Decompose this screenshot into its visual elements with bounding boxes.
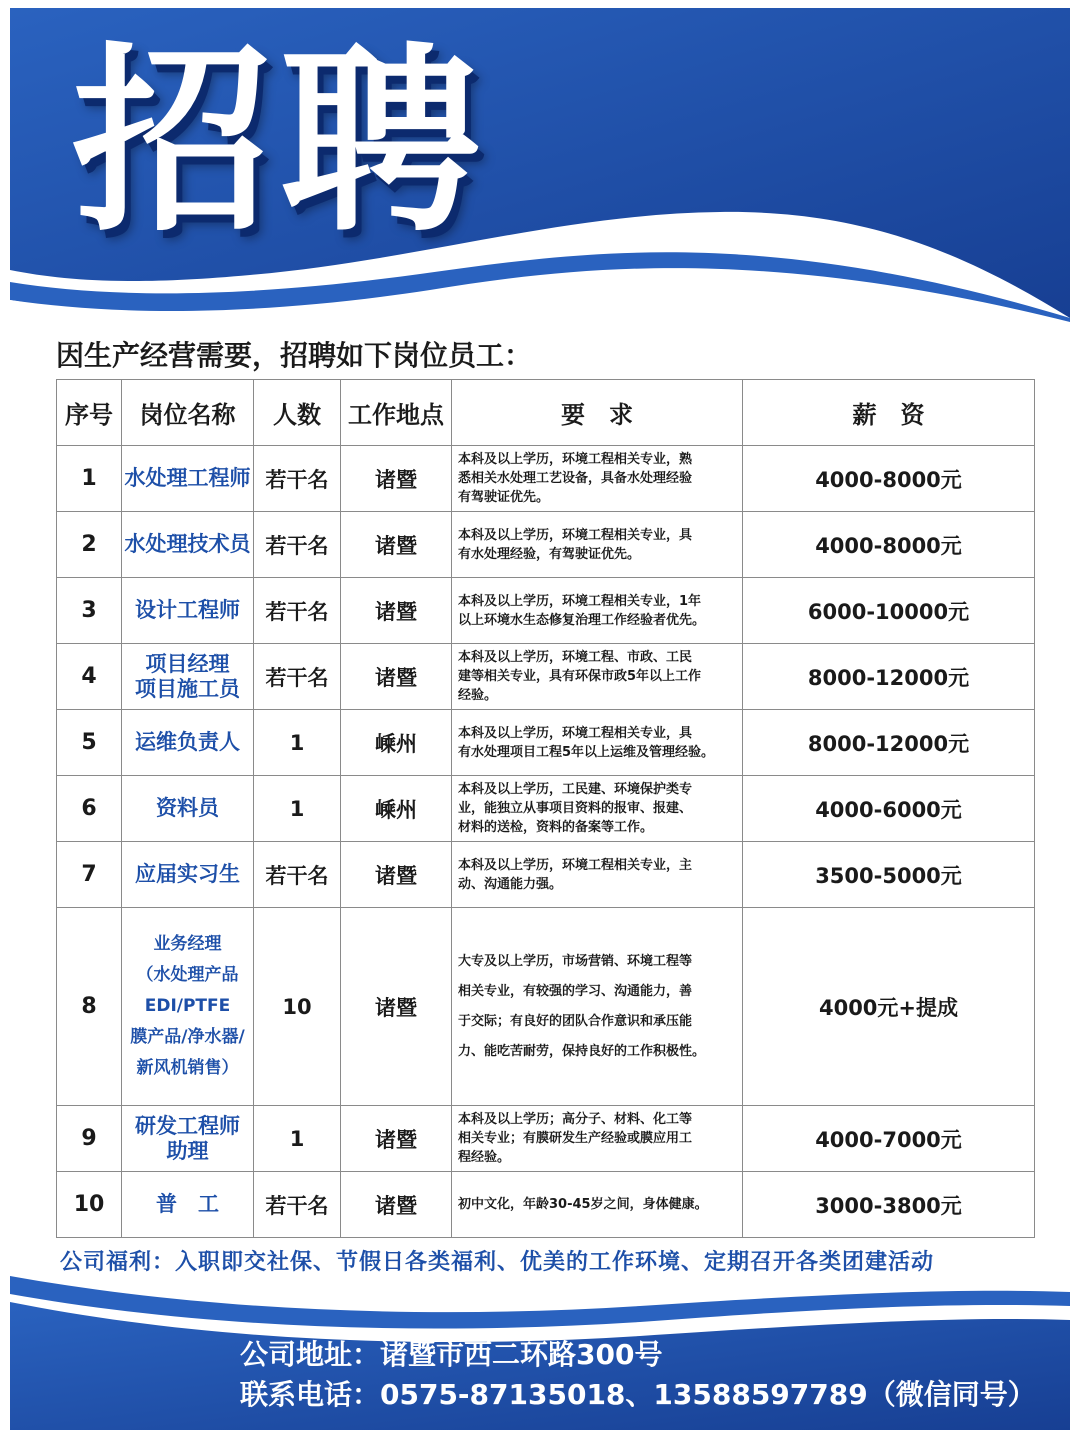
position-line: EDI/PTFE — [144, 996, 231, 1016]
position-line: 项目施工员 — [135, 676, 240, 701]
position-line: 水处理技术员 — [124, 532, 251, 556]
table-row — [57, 1172, 1035, 1238]
row-count: 10 — [254, 908, 341, 1106]
requirement-line: 本科及以上学历，环境工程、市政、工民 — [458, 650, 693, 665]
requirement-line: 本科及以上学历，工民建、环境保护类专 — [458, 782, 693, 797]
row-location: 诸暨 — [341, 512, 452, 578]
row-location: 诸暨 — [341, 908, 452, 1106]
row-requirement — [452, 1106, 743, 1172]
requirement-line: 悉相关水处理工艺设备，具备水处理经验 — [458, 471, 693, 486]
position-line: 资料员 — [156, 796, 219, 820]
row-position — [122, 710, 254, 776]
row-no: 3 — [57, 578, 122, 644]
row-position — [122, 1172, 254, 1238]
table-row — [57, 710, 1035, 776]
company-address: 公司地址：诸暨市西二环路300号 — [240, 1338, 663, 1371]
row-position — [122, 644, 254, 710]
row-count: 若干名 — [254, 842, 341, 908]
row-salary: 4000-8000元 — [743, 446, 1035, 512]
row-no: 1 — [57, 446, 122, 512]
row-no: 6 — [57, 776, 122, 842]
row-count: 若干名 — [254, 446, 341, 512]
header-location: 工作地点 — [341, 380, 452, 446]
row-requirement — [452, 776, 743, 842]
row-no: 9 — [57, 1106, 122, 1172]
requirement-line: 相关专业；有膜研发生产经验或膜应用工 — [458, 1131, 693, 1146]
row-position — [122, 908, 254, 1106]
row-requirement — [452, 578, 743, 644]
row-location: 诸暨 — [341, 578, 452, 644]
row-no: 8 — [57, 908, 122, 1106]
requirement-line: 建等相关专业，具有环保市政5年以上工作 — [458, 669, 702, 684]
row-requirement — [452, 1172, 743, 1238]
row-salary: 4000-7000元 — [743, 1106, 1035, 1172]
row-requirement — [452, 512, 743, 578]
requirement-line: 本科及以上学历；高分子、材料、化工等 — [458, 1112, 693, 1127]
row-requirement — [452, 710, 743, 776]
row-location: 嵊州 — [341, 710, 452, 776]
poster-title: 招聘 — [72, 26, 489, 259]
row-location: 诸暨 — [341, 446, 452, 512]
requirement-line: 本科及以上学历，环境工程相关专业，熟 — [458, 452, 693, 467]
position-line: 研发工程师 — [135, 1113, 240, 1138]
row-salary: 3500-5000元 — [743, 842, 1035, 908]
position-line: 膜产品/净水器/ — [130, 1027, 245, 1047]
position-line: 助理 — [166, 1138, 209, 1163]
row-position — [122, 776, 254, 842]
requirement-line: 业，能独立从事项目资料的报审、报建、 — [458, 801, 693, 816]
table-row — [57, 776, 1035, 842]
table-row — [57, 578, 1035, 644]
contact-phone: 联系电话：0575-87135018、13588597789（微信同号） — [240, 1378, 1036, 1411]
requirement-line: 本科及以上学历，环境工程相关专业，1年 — [458, 593, 702, 609]
requirement-line: 本科及以上学历，环境工程相关专业，主 — [458, 857, 693, 873]
row-location: 诸暨 — [341, 1106, 452, 1172]
row-salary: 4000-8000元 — [743, 512, 1035, 578]
row-count: 若干名 — [254, 578, 341, 644]
row-location: 嵊州 — [341, 776, 452, 842]
row-count: 1 — [254, 1106, 341, 1172]
position-line: 水处理工程师 — [124, 466, 251, 490]
requirement-line: 动、沟通能力强。 — [458, 876, 563, 892]
requirement-line: 于交际；有良好的团队合作意识和承压能 — [458, 1013, 693, 1029]
row-salary: 3000-3800元 — [743, 1172, 1035, 1238]
requirement-line: 有驾驶证优先。 — [458, 490, 550, 505]
requirement-line: 大专及以上学历，市场营销、环境工程等 — [458, 953, 693, 969]
row-count: 若干名 — [254, 644, 341, 710]
row-requirement — [452, 842, 743, 908]
intro-text: 因生产经营需要，招聘如下岗位员工： — [56, 339, 533, 372]
table-header-row — [57, 380, 1035, 446]
row-position — [122, 512, 254, 578]
row-no: 5 — [57, 710, 122, 776]
requirement-line: 本科及以上学历，环境工程相关专业，具 — [458, 527, 693, 543]
table-row — [57, 512, 1035, 578]
row-no: 10 — [57, 1172, 122, 1238]
position-line: 新风机销售） — [136, 1058, 239, 1078]
table-row — [57, 446, 1035, 512]
row-salary: 6000-10000元 — [743, 578, 1035, 644]
position-line: 应届实习生 — [135, 862, 240, 886]
row-salary: 8000-12000元 — [743, 644, 1035, 710]
row-position — [122, 842, 254, 908]
requirement-line: 有水处理经验，有驾驶证优先。 — [458, 546, 641, 562]
requirement-line: 以上环境水生态修复治理工作经验者优先。 — [458, 612, 706, 628]
header-salary: 薪 资 — [743, 380, 1035, 446]
requirement-line: 力、能吃苦耐劳，保持良好的工作积极性。 — [458, 1043, 706, 1059]
header-count: 人数 — [254, 380, 341, 446]
requirement-line: 程经验。 — [458, 1150, 511, 1165]
header-requirement: 要 求 — [452, 380, 743, 446]
row-no: 4 — [57, 644, 122, 710]
row-count: 若干名 — [254, 1172, 341, 1238]
row-count: 1 — [254, 776, 341, 842]
position-line: 普 工 — [156, 1192, 219, 1216]
requirement-line: 经验。 — [458, 688, 498, 703]
table-row — [57, 908, 1035, 1106]
row-position — [122, 446, 254, 512]
benefits-text: 公司福利：入职即交社保、节假日各类福利、优美的工作环境、定期召开各类团建活动 — [60, 1250, 935, 1275]
row-location: 诸暨 — [341, 1172, 452, 1238]
requirement-line: 相关专业，有较强的学习、沟通能力，善 — [458, 983, 693, 999]
table-row — [57, 842, 1035, 908]
row-requirement — [452, 644, 743, 710]
requirement-line: 有水处理项目工程5年以上运维及管理经验。 — [458, 744, 715, 760]
table-row — [57, 644, 1035, 710]
row-no: 2 — [57, 512, 122, 578]
row-count: 若干名 — [254, 512, 341, 578]
table-row — [57, 1106, 1035, 1172]
header-no: 序号 — [57, 380, 122, 446]
row-salary: 8000-12000元 — [743, 710, 1035, 776]
row-position — [122, 578, 254, 644]
requirement-line: 初中文化，年龄30-45岁之间，身体健康。 — [458, 1197, 708, 1212]
requirement-line: 材料的送检，资料的备案等工作。 — [458, 820, 654, 835]
row-requirement — [452, 908, 743, 1106]
row-count: 1 — [254, 710, 341, 776]
row-position — [122, 1106, 254, 1172]
row-location: 诸暨 — [341, 644, 452, 710]
position-line: 设计工程师 — [135, 598, 240, 622]
position-line: 运维负责人 — [135, 730, 240, 754]
row-salary: 4000元+提成 — [743, 908, 1035, 1106]
row-location: 诸暨 — [341, 842, 452, 908]
position-line: （水处理产品 — [136, 965, 239, 985]
header-position: 岗位名称 — [122, 380, 254, 446]
row-no: 7 — [57, 842, 122, 908]
jobs-table — [56, 379, 1035, 1238]
row-requirement — [452, 446, 743, 512]
position-line: 业务经理 — [153, 934, 222, 954]
requirement-line: 本科及以上学历，环境工程相关专业，具 — [458, 725, 693, 741]
row-salary: 4000-6000元 — [743, 776, 1035, 842]
position-line: 项目经理 — [145, 651, 230, 676]
